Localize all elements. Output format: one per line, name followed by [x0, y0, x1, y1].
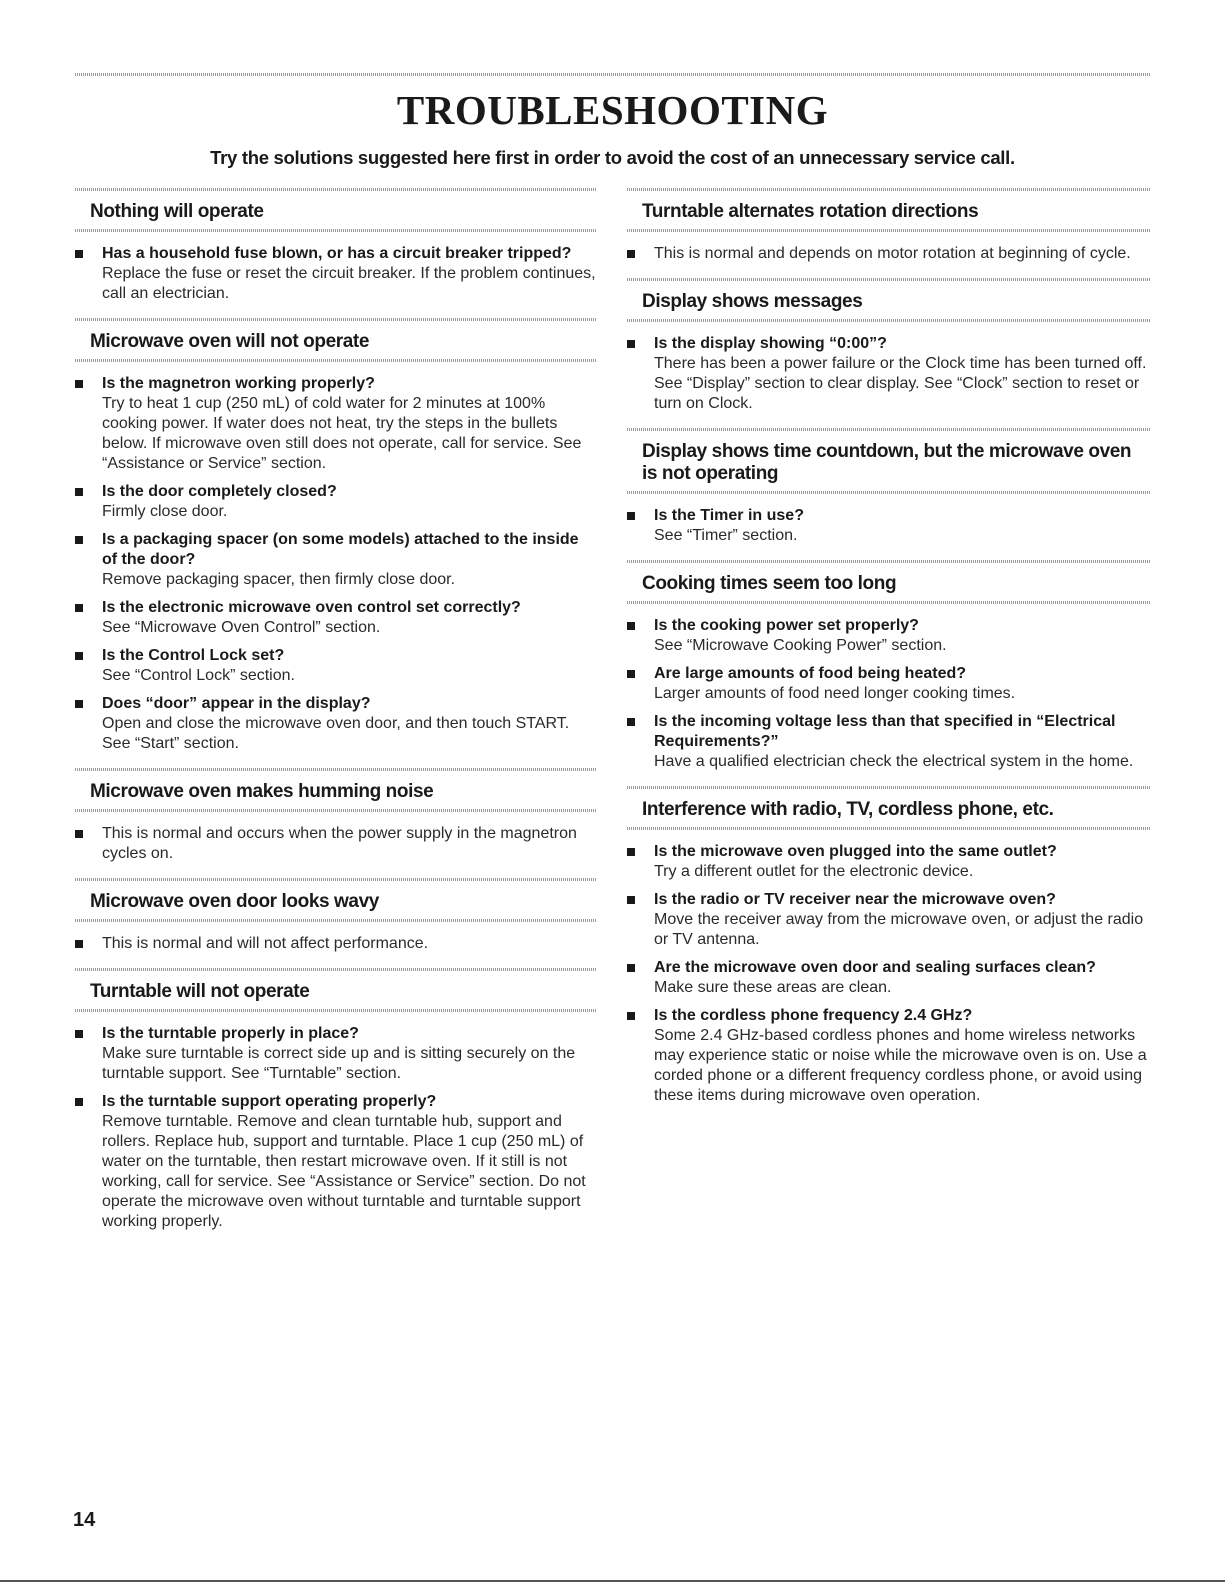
section-heading: Display shows messages — [642, 291, 863, 312]
square-bullet-icon — [627, 896, 635, 904]
item-answer: Move the receiver away from the microwave oven, or adjust the radio or TV antenna. — [654, 911, 1144, 948]
item-answer: Try a different outlet for the electronic device. — [654, 863, 974, 880]
item-question: Is the microwave oven plugged into the same outlet? — [654, 843, 1057, 860]
troubleshooting-item — [75, 530, 597, 590]
square-bullet-icon — [627, 1012, 635, 1020]
section-items — [627, 322, 1150, 414]
section-heading: Turntable will not operate — [90, 981, 310, 1002]
item-question: Is the radio or TV receiver near the microwave oven? — [654, 891, 1056, 908]
square-bullet-icon — [627, 512, 635, 520]
troubleshooting-item — [627, 1006, 1150, 1106]
item-answer: See “Timer” section. — [654, 527, 798, 544]
item-answer: Have a qualified electrician check the electrical system in the home. — [654, 753, 1134, 770]
section-microwave-oven-makes-humming-noise — [75, 768, 597, 864]
troubleshooting-item — [75, 646, 597, 686]
left-column — [75, 188, 597, 1246]
item-answer: See “Microwave Cooking Power” section. — [654, 637, 947, 654]
troubleshooting-item — [627, 244, 1150, 264]
item-question: Is the magnetron working properly? — [102, 375, 375, 392]
square-bullet-icon — [75, 380, 83, 388]
square-bullet-icon — [75, 652, 83, 660]
page-subtitle: Try the solutions suggested here first in order to avoid the cost of an unnecessary service call. — [210, 147, 1015, 168]
item-answer: This is normal and depends on motor rotation at beginning of cycle. — [654, 245, 1131, 262]
item-question: Are large amounts of food being heated? — [654, 665, 967, 682]
section-items — [627, 232, 1150, 264]
troubleshooting-item — [75, 824, 597, 864]
section-heading: Display shows time countdown, but the microwave oven is not operating — [642, 441, 1132, 484]
item-question: Has a household fuse blown, or has a circuit breaker tripped? — [102, 245, 572, 262]
item-question: Is the door completely closed? — [102, 483, 337, 500]
section-heading: Microwave oven will not operate — [90, 331, 370, 352]
item-answer: This is normal and occurs when the power supply in the magnetron cycles on. — [102, 825, 577, 862]
item-question: Is the display showing “0:00”? — [654, 335, 887, 352]
troubleshooting-item — [627, 616, 1150, 656]
top-divider — [75, 73, 1150, 76]
square-bullet-icon — [75, 250, 83, 258]
item-question: Is the Timer in use? — [654, 507, 804, 524]
square-bullet-icon — [75, 1098, 83, 1106]
section-display-shows-messages — [627, 278, 1150, 414]
item-answer: Make sure these areas are clean. — [654, 979, 892, 996]
troubleshooting-item — [75, 598, 597, 638]
item-question: Is the cooking power set properly? — [654, 617, 919, 634]
troubleshooting-item — [627, 506, 1150, 546]
square-bullet-icon — [75, 830, 83, 838]
troubleshooting-item — [627, 958, 1150, 998]
section-interference-with-radio-tv-cordless-phone-etc — [627, 786, 1150, 1106]
item-question: Is the electronic microwave oven control set correctly? — [102, 599, 521, 616]
troubleshooting-item — [75, 482, 597, 522]
square-bullet-icon — [627, 964, 635, 972]
right-column — [627, 188, 1150, 1120]
section-heading: Microwave oven door looks wavy — [90, 891, 379, 912]
item-answer: See “Control Lock” section. — [102, 667, 295, 684]
item-answer: See “Microwave Oven Control” section. — [102, 619, 381, 636]
section-cooking-times-seem-too-long — [627, 560, 1150, 772]
section-items — [75, 232, 597, 304]
section-heading: Cooking times seem too long — [642, 573, 897, 594]
item-question: Is the turntable support operating properly? — [102, 1093, 437, 1110]
troubleshooting-item — [627, 712, 1150, 772]
troubleshooting-item — [75, 374, 597, 474]
troubleshooting-item — [627, 890, 1150, 950]
item-question: Are the microwave oven door and sealing surfaces clean? — [654, 959, 1096, 976]
page-title: TROUBLESHOOTING — [396, 87, 829, 133]
item-answer: Some 2.4 GHz-based cordless phones and home wireless networks may experience static or noise while the microwave oven is on. Use a corded phone or a different frequency cordless phone, or avoid using these items during microwave oven operation. — [654, 1027, 1147, 1104]
item-question: Does “door” appear in the display? — [102, 695, 371, 712]
square-bullet-icon — [75, 700, 83, 708]
section-nothing-will-operate — [75, 188, 597, 304]
square-bullet-icon — [627, 340, 635, 348]
item-question: Is a packaging spacer (on some models) attached to the inside of the door? — [102, 531, 579, 568]
section-microwave-oven-will-not-operate — [75, 318, 597, 754]
item-question: Is the incoming voltage less than that specified in “Electrical Requirements?” — [654, 713, 1116, 750]
item-answer: Remove turntable. Remove and clean turntable hub, support and rollers. Replace hub, support and turntable. Place 1 cup (250 mL) of water on the turntable, then restart microwave oven. If it still is not working, call for service. See “Assistance or Service” section. Do not operate the microwave oven without turntable and turntable support working properly. — [102, 1113, 586, 1230]
square-bullet-icon — [627, 250, 635, 258]
section-heading: Turntable alternates rotation directions — [642, 201, 979, 222]
item-question: Is the cordless phone frequency 2.4 GHz? — [654, 1007, 973, 1024]
section-microwave-oven-door-looks-wavy — [75, 878, 597, 954]
section-items — [627, 604, 1150, 772]
square-bullet-icon — [75, 488, 83, 496]
troubleshooting-item — [627, 842, 1150, 882]
section-turntable-will-not-operate — [75, 968, 597, 1232]
troubleshooting-item — [627, 334, 1150, 414]
item-answer: This is normal and will not affect performance. — [102, 935, 429, 952]
item-answer: Larger amounts of food need longer cooking times. — [654, 685, 1016, 702]
section-items — [75, 812, 597, 864]
section-heading: Nothing will operate — [90, 201, 264, 222]
troubleshooting-item — [75, 694, 597, 754]
troubleshooting-item — [75, 1092, 597, 1232]
section-items — [75, 362, 597, 754]
section-heading: Interference with radio, TV, cordless phone, etc. — [642, 799, 1054, 820]
section-heading: Microwave oven makes humming noise — [90, 781, 434, 802]
square-bullet-icon — [627, 622, 635, 630]
square-bullet-icon — [627, 670, 635, 678]
item-answer: There has been a power failure or the Clock time has been turned off. See “Display” section to clear display. See “Clock” section to reset or turn on Clock. — [654, 355, 1147, 412]
section-items — [75, 922, 597, 954]
item-answer: Replace the fuse or reset the circuit breaker. If the problem continues, call an electrician. — [102, 265, 596, 302]
section-turntable-alternates-rotation-directions — [627, 188, 1150, 264]
item-answer: Make sure turntable is correct side up and is sitting securely on the turntable support. See “Turntable” section. — [102, 1045, 576, 1082]
item-answer: Firmly close door. — [102, 503, 228, 520]
troubleshooting-item — [75, 244, 597, 304]
item-question: Is the turntable properly in place? — [102, 1025, 359, 1042]
square-bullet-icon — [75, 536, 83, 544]
item-answer: Remove packaging spacer, then firmly close door. — [102, 571, 456, 588]
square-bullet-icon — [75, 604, 83, 612]
square-bullet-icon — [75, 940, 83, 948]
troubleshooting-item — [627, 664, 1150, 704]
square-bullet-icon — [75, 1030, 83, 1038]
page-number: 14 — [73, 1509, 96, 1531]
section-display-shows-time-countdown-but-the-microwave-oven-is-not-operating — [627, 428, 1150, 546]
troubleshooting-item — [75, 934, 597, 954]
item-answer: Try to heat 1 cup (250 mL) of cold water for 2 minutes at 100% cooking power. If water does not heat, try the steps in the bullets below. If microwave oven still does not operate, call for service. See “Assistance or Service” section. — [102, 395, 582, 472]
square-bullet-icon — [627, 718, 635, 726]
item-answer: Open and close the microwave oven door, and then touch START. See “Start” section. — [102, 715, 570, 752]
item-question: Is the Control Lock set? — [102, 647, 285, 664]
section-items — [627, 494, 1150, 546]
troubleshooting-item — [75, 1024, 597, 1084]
square-bullet-icon — [627, 848, 635, 856]
section-items — [627, 830, 1150, 1106]
bottom-divider — [0, 1580, 1225, 1582]
section-items — [75, 1012, 597, 1232]
